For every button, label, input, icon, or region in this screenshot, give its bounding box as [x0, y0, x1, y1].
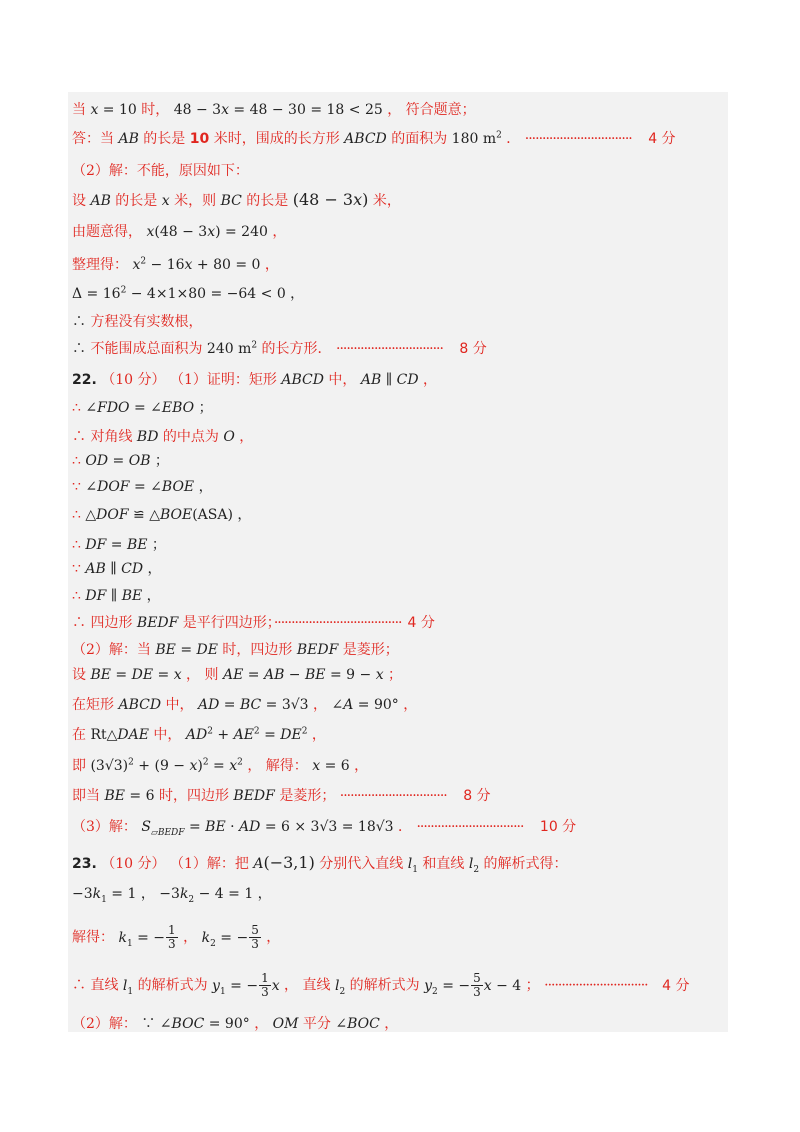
score-label: 10 分 — [539, 819, 577, 835]
discriminant-line: $\Delta = 16^2 - 4\times 1\times 80 = -64 < 0$ ， — [72, 285, 305, 302]
line-equations: ∴ 直线 $l_1$ 的解析式为 $y_1$ = − $\frac{1}{3}$ x ， 直线 $l_2$ 的解析式为 $y_2$ = − $\frac{5}{3}$ x − 4 ； ······························ 4 分 — [72, 971, 690, 999]
score-label: 4 分 — [407, 615, 435, 631]
solution-line-5: 由题意得， x(48 − 3x) = 240 ， — [72, 224, 287, 240]
solution-line-22: 在矩形 ABCD 中， AD = BC = 3√3 ， ∠A = 90° ， — [72, 697, 418, 713]
proof-line-6: ∴ DF = BE ； — [72, 537, 166, 553]
rhombus-conclusion: 即当 BE = 6 时，四边形 BEDF 是菱形； ······························· 8 分 — [72, 788, 491, 804]
score-label: 4 分 — [662, 977, 690, 994]
solution-line-23: 在 Rt△DAE 中， $AD^2 + AE^2 = DE^2$ ， — [72, 726, 326, 743]
solution-line-21: 设 BE = DE = x ， 则 AE = AB − BE = 9 − x ； — [72, 667, 403, 683]
solution-line-6: 整理得： $x^2 - 16x + 80 = 0$ ， — [72, 256, 279, 273]
proof-line-8: ∴ DF ∥ BE ， — [72, 588, 161, 604]
score-leader: ······························· — [524, 131, 632, 147]
solution-line-8: ∴ 方程没有实数根， — [72, 314, 203, 330]
parallelogram-line: ∴ 四边形 BEDF 是平行四边形；····································· 4 分 — [72, 615, 435, 631]
proof-line-2: ∴ 对角线 BD 的中点为 O ， — [72, 429, 254, 445]
q23-heading: 23. （10 分） （1）解：把 A(−3,1) 分别代入直线 $l_1$ 和直线 $l_2$ 的解析式得： — [72, 853, 568, 875]
score-leader: ······························· — [416, 819, 524, 835]
conclusion-line: ∴ 不能围成总面积为 240 $m^2$ 的长方形． ······························· 8 分 — [72, 340, 487, 357]
score-label: 8 分 — [459, 341, 487, 357]
part2-q23-heading: （2）解： ∵ ∠BOC = 90° ， OM 平分 ∠BOC ， — [72, 1016, 399, 1032]
answer-line: 答：当 AB 的长是 10 米时，围成的长方形 ABCD 的面积为 180 $m^2$ ． ······························· 4 分 — [72, 130, 676, 147]
proof-line-5: ∴ △DOF ≌ △BOE(ASA) ， — [72, 507, 252, 523]
score-leader: ······························ — [544, 977, 648, 994]
score-label: 8 分 — [463, 788, 491, 804]
area-line: （3）解： $S_{▱BEDF}$ = BE · AD = 6 × 3√3 = 18√3 ． ······························· 10 分 — [72, 819, 577, 838]
proof-line-4: ∵ ∠DOF = ∠BOE ， — [72, 479, 213, 495]
score-leader: ····································· — [273, 615, 402, 631]
solution-line-24: 即 $(3√3)^2 + (9 - x)^2 = x^2$ ， 解得： x = 6 ， — [72, 757, 369, 774]
proof-line-1: ∴ ∠FDO = ∠EBO ； — [72, 400, 213, 416]
q22-heading: 22. （10 分） （1）证明：矩形 ABCD 中， AB ∥ CD ， — [72, 372, 438, 388]
proof-line-3: ∴ OD = OB ； — [72, 453, 169, 469]
score-label: 4 分 — [648, 131, 676, 147]
solution-line-4: 设 AB 的长是 x 米，则 BC 的长是 (48 − 3x) 米， — [72, 190, 401, 209]
part2-heading: （2）解：不能，原因如下： — [72, 163, 249, 179]
proof-line-7: ∵ AB ∥ CD ， — [72, 561, 162, 577]
part2-q22-heading: （2）解：当 BE = DE 时，四边形 BEDF 是菱形； — [72, 642, 399, 658]
score-leader: ······························· — [336, 341, 443, 357]
solve-k-line: 解得： $k_1$ = − $\frac{1}{3}$ ， $k_2$ = − $\frac{5}{3}$ ， — [72, 923, 281, 951]
solution-line-1: 当 x = 10 时， 48 − 3x = 48 − 30 = 18 < 25 ， 符合题意； — [72, 102, 476, 118]
equation-line: $-3k_1 = 1$ ， $-3k_2 - 4 = 1$ ， — [72, 886, 272, 905]
score-leader: ······························· — [339, 788, 447, 804]
